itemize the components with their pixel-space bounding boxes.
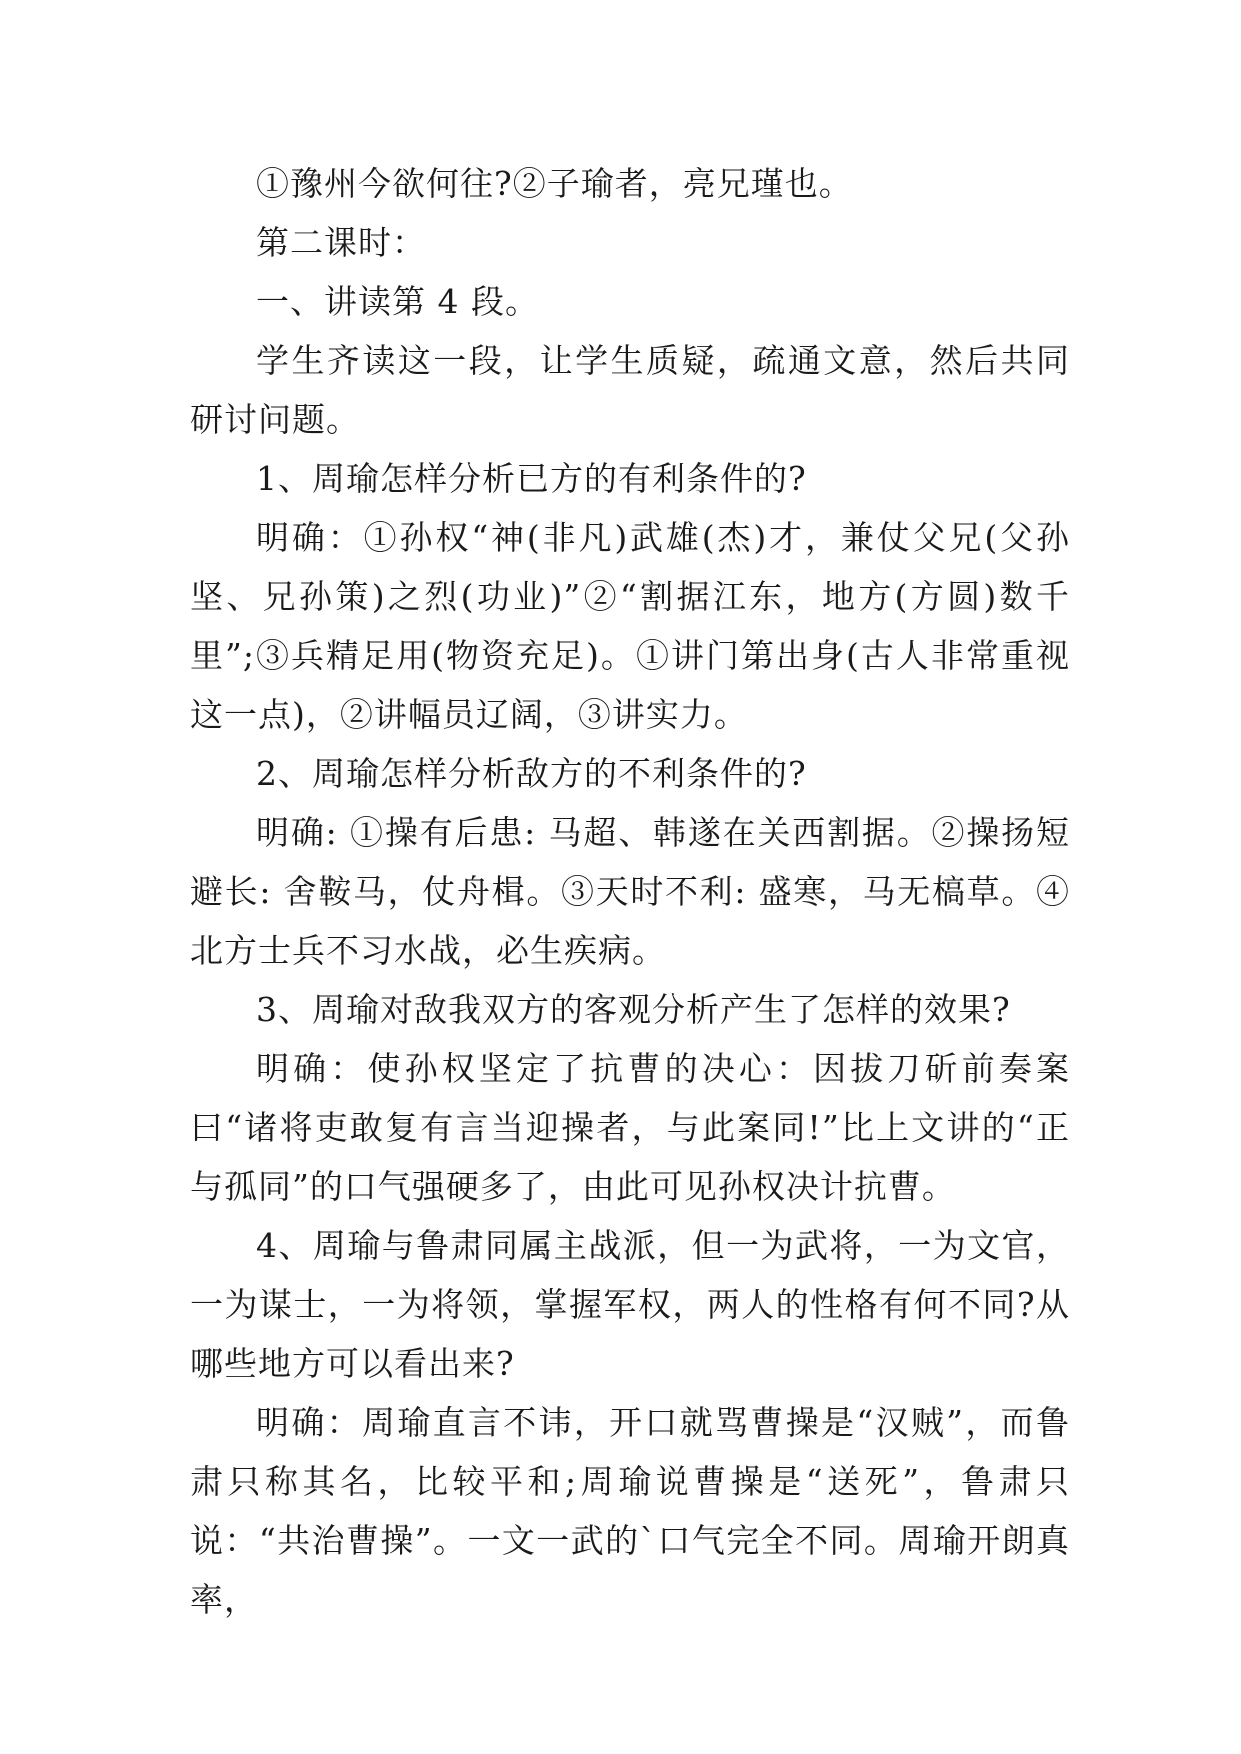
section-heading: 第二课时： [256,223,426,262]
answer: 明确：使孙权坚定了抗曹的决心：因拔刀斫前奏案曰“诸将吏敢复有言当迎操者，与此案同!”比上文讲的“正与孤同”的口气强硬多了，由此可见孙权决计抗曹。 [190,1049,1070,1206]
question: 2、周瑜怎样分析敌方的不利条件的? [256,754,807,793]
question: 1、周瑜怎样分析已方的有利条件的? [256,459,807,498]
answer: 明确：①孙权“神(非凡)武雄(杰)才，兼仗父兄(父孙坚、兄孙策)之烈(功业)”②“割据江东，地方(方圆)数千里”;③兵精足用(物资充足)。①讲门第出身(古人非常重视这一点)，②讲幅员辽阔，③讲实力。 [190,518,1070,734]
paragraph: 学生齐读这一段，让学生质疑，疏通文意，然后共同研讨问题。 [190,341,1070,439]
answer: 明确：周瑜直言不讳，开口就骂曹操是“汉贼”，而鲁肃只称其名，比较平和;周瑜说曹操是“送死”，鲁肃只说：“共治曹操”。一文一武的`口气完全不同。周瑜开朗真率， [190,1403,1070,1619]
document-body [190,154,1070,1629]
question: 4、周瑜与鲁肃同属主战派，但一为武将，一为文官，一为谋士，一为将领，掌握军权，两人的性格有何不同?从哪些地方可以看出来? [190,1226,1070,1383]
paragraph: ①豫州今欲何往?②子瑜者，亮兄瑾也。 [256,164,853,203]
answer: 明确: ①操有后患: 马超、韩遂在关西割据。②操扬短避长: 舍鞍马，仗舟楫。③天时不利: 盛寒，马无槁草。④北方士兵不习水战，必生疾病。 [190,813,1070,970]
question: 3、周瑜对敌我双方的客观分析产生了怎样的效果? [256,990,1011,1029]
subsection-heading: 一、讲读第 4 段。 [256,282,539,321]
